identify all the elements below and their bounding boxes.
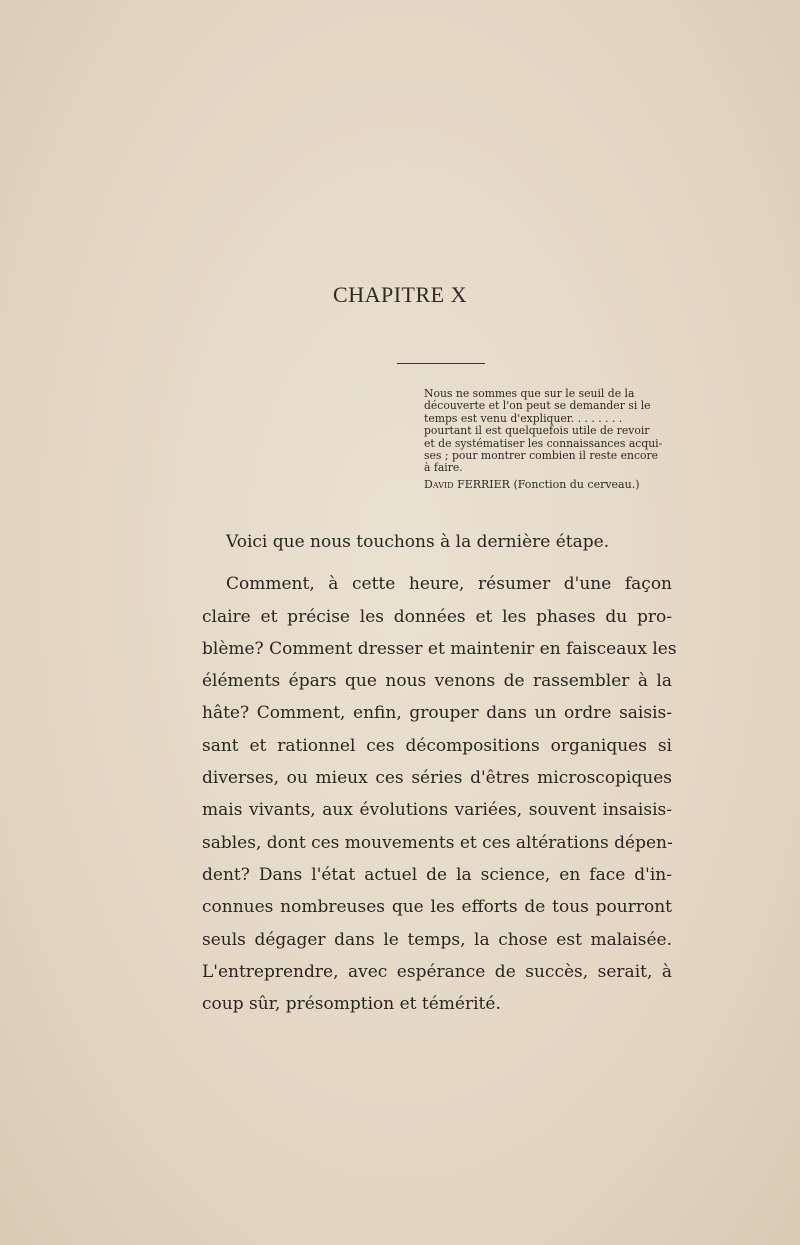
epigraph-author-surname: FERRIER [457,477,510,491]
body-text [202,526,677,1020]
paragraph-opening: Voici que nous touchons à la dernière étape. [226,532,610,552]
chapter-title: CHAPITRE X [333,282,467,307]
epigraph-line: ses ; pour montrer combien il reste encore [424,449,659,463]
epigraph-line: découverte et l'on peut se demander si le [424,399,651,413]
paragraph-gap [202,558,672,568]
epigraph-line: Nous ne sommes que sur le seuil de la [424,387,635,400]
epigraph-attribution [424,479,670,491]
epigraph-line: temps est venu d'expliquer. . . . . . . . [424,411,623,425]
text-line: blème? Comment dresser et maintenir en faisceaux les [202,638,677,659]
text-line: mais vivants, aux évolutions variées, souvent insaisis- [202,800,672,821]
text-line: connues nombreuses que les efforts de tous pourront [202,897,672,918]
text-line: hâte? Comment, enfin, grouper dans un ordre saisis- [202,703,672,724]
epigraph-line: à faire. [424,461,463,475]
bleed-through-text [190,60,790,284]
text-line: sables, dont ces mouvements et ces altérations dépen- [202,832,673,853]
text-line: éléments épars que nous venons de rassembler à la [202,671,672,692]
text-line: seuls dégager dans le temps, la chose est malaisée. [202,929,672,950]
text-line: dent? Dans l'état actuel de la science, en face d'in- [202,864,672,885]
title-rule [397,363,485,364]
epigraph-line: pourtant il est quelquefois utile de revoir [424,424,650,438]
epigraph-source: (Fonction du cerveau.) [513,477,640,491]
text-line: sant et rationnel ces décompositions organiques si [202,735,672,756]
text-line: Comment, à cette heure, résumer d'une façon [226,574,672,595]
epigraph-line: et de systématiser les connaissances acqui- [424,436,663,450]
text-line: diverses, ou mieux ces séries d'êtres microscopiques [202,768,672,789]
text-line: claire et précise les données et les phases du pro- [202,606,672,627]
text-line: coup sûr, présomption et témérité. [202,994,501,1015]
text-line: L'entreprendre, avec espérance de succès, serait, à [202,961,672,982]
epigraph [424,388,670,491]
epigraph-author: David [424,477,454,491]
